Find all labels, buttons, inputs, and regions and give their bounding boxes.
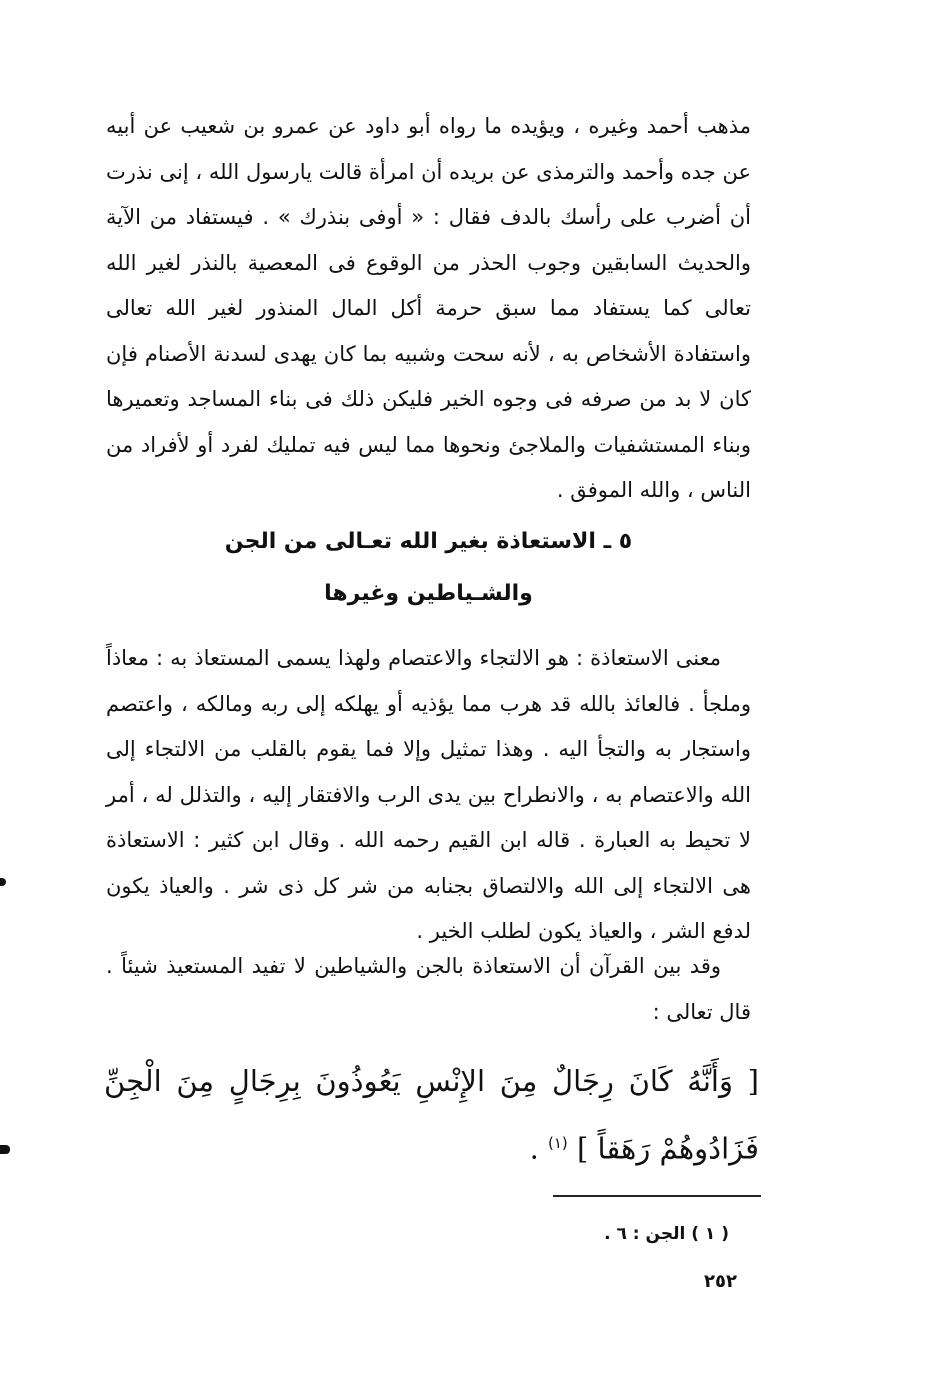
footnote: ( ١ ) الجن : ٦ . xyxy=(604,1224,729,1244)
margin-ink-mark xyxy=(0,878,6,886)
quran-verse xyxy=(104,1050,759,1180)
paragraph-quran-statement: وقد بين القرآن أن الاستعاذة بالجن والشياطين لا تفيد المستعيذ شيئاً . قال تعالى : xyxy=(106,954,751,1024)
paragraph-nadhr: مذهب أحمد وغيره ، ويؤيده ما رواه أبو داود عن عمرو بن شعيب عن أبيه عن جده وأحمد والترمذى عن بريده أن امرأة قالت يارسول الله ، إنى نذرت أن أضرب على رأسك بالدف فقال : « أوفى بنذرك » . فيستفاد من الآية والحديث السابقين وجوب الحذر من الوقوع فى المعصية بالنذر لغير الله تعالى كما يستفاد مما سبق حرمة أكل المال المنذور لغير الله تعالى واستفادة الأشخاص به ، لأنه سحت وشبيه بما كان يهدى لسدنة الأصنام فإن كان لا بد من صرفه فى وجوه الخير فليكن ذلك فى بناء المساجد وتعميرها وبناء المستشفيات والملاجئ ونحوها مما ليس فيه تمليك لفرد أو لأفراد من الناس ، والله الموفق . xyxy=(106,114,751,502)
section-heading-line-2: والشـياطين وغيرها xyxy=(324,581,533,606)
verse-end-dot: . xyxy=(529,1131,539,1166)
paragraph-isti-adha-meaning: معنى الاستعاذة : هو الالتجاء والاعتصام ولهذا يسمى المستعاذ به : معاذاً وملجأ . فالعائذ بالله قد هرب مما يؤذيه أو يهلكه إلى ربه ومالكه ، واعتصم واستجار به والتجأ اليه . وهذا تمثيل وإلا فما يقوم بالقلب من الالتجاء إلى الله والاعتصام به ، والانطراح بين يدى الرب والافتقار إليه ، والتذلل له ، أمر لا تحيط به العبارة . قاله ابن القيم رحمه الله . وقال ابن كثير : الاستعاذة هى الالتجاء إلى الله والالتصاق بجنابه من شر كل ذى شر . والعياذ يكون لدفع الشر ، والعياذ يكون لطلب الخير . xyxy=(106,646,751,943)
page-number: ٢٥٢ xyxy=(704,1271,737,1292)
margin-ink-mark xyxy=(0,1145,10,1154)
footnote-divider xyxy=(553,1195,761,1197)
footnote-marker: (١) xyxy=(548,1134,568,1152)
verse-text: [ وَأَنَّهُ كَانَ رِجَالٌ مِنَ الإِنْسِ يَعُوذُونَ بِرِجَالٍ مِنَ الْجِنِّ فَزَادُوهُمْ رَهَقاً ] xyxy=(104,1064,759,1166)
section-heading-line-1: ٥ ـ الاستعاذة بغير الله تعـالى من الجن xyxy=(224,529,633,554)
